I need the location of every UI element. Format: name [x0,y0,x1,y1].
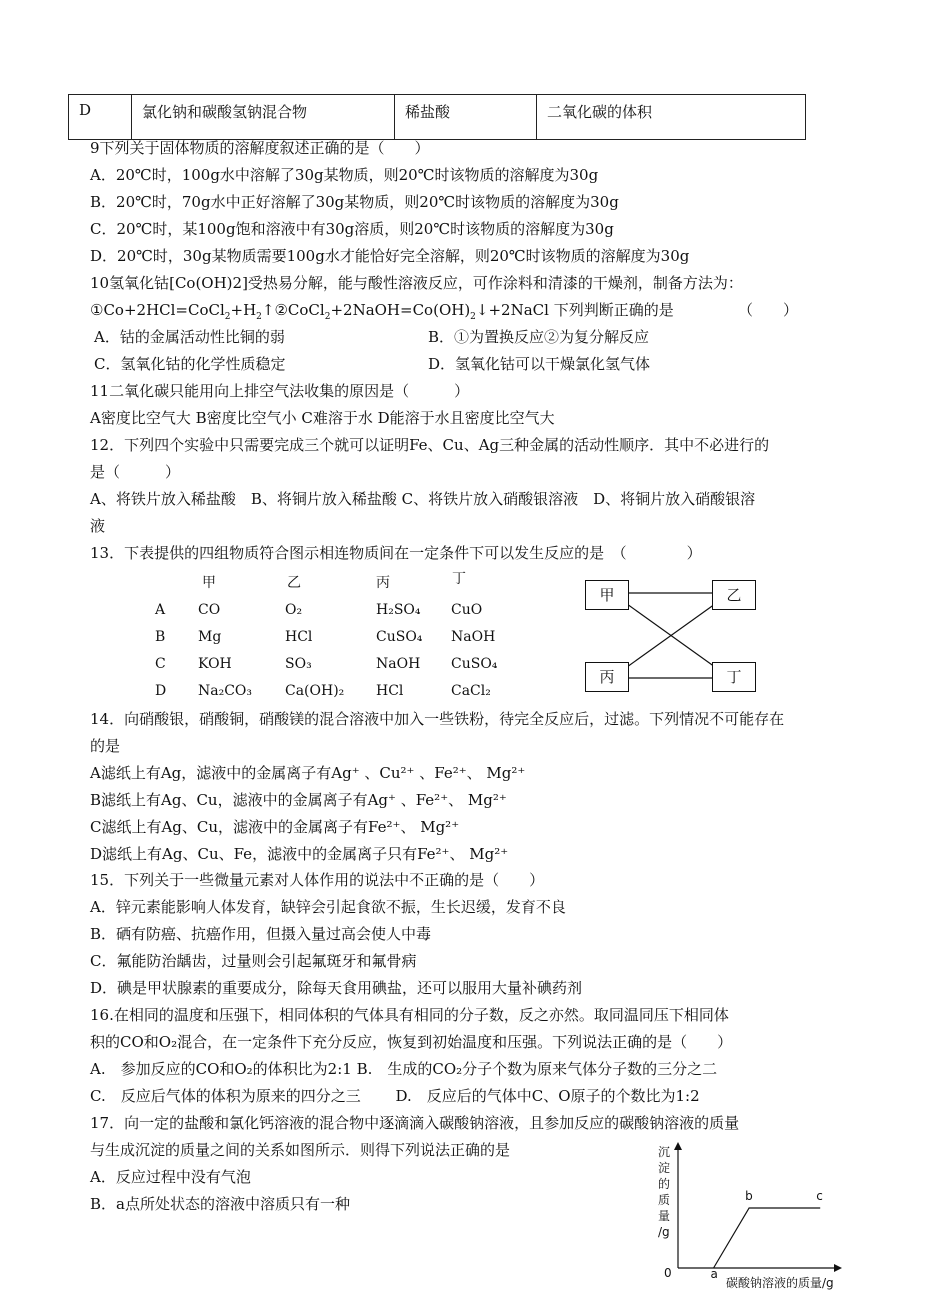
q16-options-cd: C. 反应后气体的体积为原来的四分之三 D. 反应后的气体中C、O原子的个数比为1:2 [90,1087,700,1105]
q13-cell: SO₃ [285,656,312,672]
q13-cell: CaCl₂ [451,683,491,699]
q13-cell: Mg [198,629,222,645]
table-cell-label: D [69,95,132,140]
q10-option-b: B．①为置换反应②为复分解反应 [428,328,650,346]
q15-option-c: C．氟能防治龋齿，过量则会引起氟斑牙和氟骨病 [90,952,417,970]
point-label-b: b [745,1189,753,1203]
y-label-char: 淀 [658,1161,671,1175]
q13-cell: CuSO₄ [451,656,498,672]
q14-option-b: B滤纸上有Ag、Cu，滤液中的金属离子有Ag⁺ 、Fe²⁺、 Mg²⁺ [90,791,507,809]
answer-table-row-d [68,94,806,140]
q13-cell: CuSO₄ [376,629,423,645]
q13-cell: HCl [285,629,313,645]
q10-stem: 10氢氧化钴[Co(OH)2]受热易分解，能与酸性溶液反应，可作涂料和清漆的干燥剂，制备方法为： [90,274,743,292]
x-axis-label: 碳酸钠溶液的质量/g [726,1276,834,1290]
q13-row-label: A [155,602,166,618]
q17-option-a: A．反应过程中没有气泡 [90,1168,251,1186]
q11-stem: 11二氧化碳只能用向上排空气法收集的原因是（ ） [90,382,470,400]
q13-cell: O₂ [285,602,303,618]
q12-stem-cont: 是（ ） [90,463,181,481]
q15-option-b: B．硒有防癌、抗癌作用，但摄入量过高会使人中毒 [90,925,432,943]
y-label-char: 沉 [658,1145,671,1159]
q12-stem: 12．下列四个实验中只需要完成三个就可以证明Fe、Cu、Ag三种金属的活动性顺序．其中不必进行的 [90,436,770,454]
q13-header-yi: 乙 [287,575,301,591]
q13-row-label: B [155,629,166,645]
q10-paren: （ ） [738,301,799,319]
q17-option-b: B．a点所处状态的溶液中溶质只有一种 [90,1195,350,1213]
origin-label: 0 [664,1266,672,1280]
q16-stem-cont: 积的CO和O₂混合，在一定条件下充分反应，恢复到初始温度和压强。下列说法正确的是（ ） [90,1033,733,1051]
q13-cell: Ca(OH)₂ [285,683,345,699]
q13-cell: NaOH [451,629,496,645]
q13-header-ding: 丁 [452,571,466,587]
q16-options-ab: A. 参加反应的CO和O₂的体积比为2:1 B. 生成的CO₂分子个数为原来气体分子数的三分之二 [90,1060,718,1078]
x-axis-arrow [834,1264,842,1272]
q10-option-c: C．氢氧化钴的化学性质稳定 [94,355,286,373]
q15-option-d: D．碘是甲状腺素的重要成分，除每天食用碘盐，还可以服用大量补碘药剂 [90,979,583,997]
q11-options: A密度比空气大 B密度比空气小 C难溶于水 D能溶于水且密度比空气大 [90,409,555,427]
q13-header-jia: 甲 [202,575,216,591]
q14-stem: 14．向硝酸银，硝酸铜，硝酸镁的混合溶液中加入一些铁粉，待完全反应后，过滤。下列情况不可能存在 [90,710,785,728]
q13-stem: 13．下表提供的四组物质符合图示相连物质间在一定条件下可以发生反应的是 （ ） [90,544,702,562]
q16-stem: 16.在相同的温度和压强下，相同体积的气体具有相同的分子数，反之亦然。取同温同压下相同体 [90,1006,729,1024]
point-label-a: a [710,1267,718,1281]
q14-option-d: D滤纸上有Ag、Cu、Fe，滤液中的金属离子只有Fe²⁺、 Mg²⁺ [90,845,509,863]
q9-stem: 9下列关于固体物质的溶解度叙述正确的是（ ） [90,139,430,157]
q13-cell: KOH [198,656,232,672]
q14-option-c: C滤纸上有Ag、Cu，滤液中的金属离子有Fe²⁺、 Mg²⁺ [90,818,460,836]
table-cell-reagent: 稀盐酸 [395,95,537,140]
q13-cell: HCl [376,683,404,699]
precipitate-chart [640,1140,870,1295]
y-label-char: 量 [658,1209,671,1223]
q15-option-a: A．锌元素能影响人体发育，缺锌会引起食欲不振，生长迟缓，发育不良 [90,898,566,916]
q10-option-a: A．钴的金属活动性比铜的弱 [94,328,285,346]
q9-option-b: B．20℃时，70g水中正好溶解了30g某物质，则20℃时该物质的溶解度为30g [90,193,619,211]
q10-equation: $①Co+2HCl=CoCl_2+H_2↑②CoCl_2+2NaOH=Co(OH)_2↓+2NaCl$ 下列判断正确的是 [90,301,674,322]
y-label-char: /g [658,1225,670,1239]
q13-header-bing: 丙 [376,575,390,591]
q17-stem-cont: 与生成沉淀的质量之间的关系如图所示．则得下列说法正确的是 [90,1141,511,1159]
q17-stem: 17．向一定的盐酸和氯化钙溶液的混合物中逐滴滴入碳酸钠溶液，且参加反应的碳酸钠溶液的质量 [90,1114,740,1132]
q14-stem-cont: 的是 [90,737,121,755]
q9-option-a: A．20℃时，100g水中溶解了30g某物质，则20℃时该物质的溶解度为30g [90,166,599,184]
diagram-box-jia: 甲 [585,580,629,610]
q10-option-d: D．氢氧化钴可以干燥氯化氢气体 [428,355,651,373]
point-label-c: c [816,1189,823,1203]
diagram-box-ding: 丁 [712,662,756,692]
table-cell-mixture: 氯化钠和碳酸氢钠混合物 [132,95,395,140]
q14-option-a: A滤纸上有Ag，滤液中的金属离子有Ag⁺ 、Cu²⁺ 、Fe²⁺、 Mg²⁺ [90,764,526,782]
q13-cell: NaOH [376,656,421,672]
y-axis-arrow [674,1142,682,1150]
y-label-char: 的 [658,1177,671,1191]
q13-row-label: D [155,683,167,699]
table-cell-measure: 二氧化碳的体积 [537,95,806,140]
diagram-box-yi: 乙 [712,580,756,610]
series-line [714,1208,821,1268]
y-label-char: 质 [658,1193,671,1207]
q13-cell: CO [198,602,221,618]
q13-cell: CuO [451,602,483,618]
q13-cell: H₂SO₄ [376,602,421,618]
q15-stem: 15．下列关于一些微量元素对人体作用的说法中不正确的是（ ） [90,871,545,889]
q9-option-c: C．20℃时，某100g饱和溶液中有30g溶质，则20℃时该物质的溶解度为30g [90,220,614,238]
q13-cell: Na₂CO₃ [198,683,253,699]
q9-option-d: D．20℃时，30g某物质需要100g水才能恰好完全溶解，则20℃时该物质的溶解度为30g [90,247,690,265]
q12-options: A、将铁片放入稀盐酸 B、将铜片放入稀盐酸 C、将铁片放入硝酸银溶液 D、将铜片放入硝酸银溶 [90,490,756,508]
q13-row-label: C [155,656,166,672]
diagram-box-bing: 丙 [585,662,629,692]
q12-options-cont: 液 [90,517,106,535]
